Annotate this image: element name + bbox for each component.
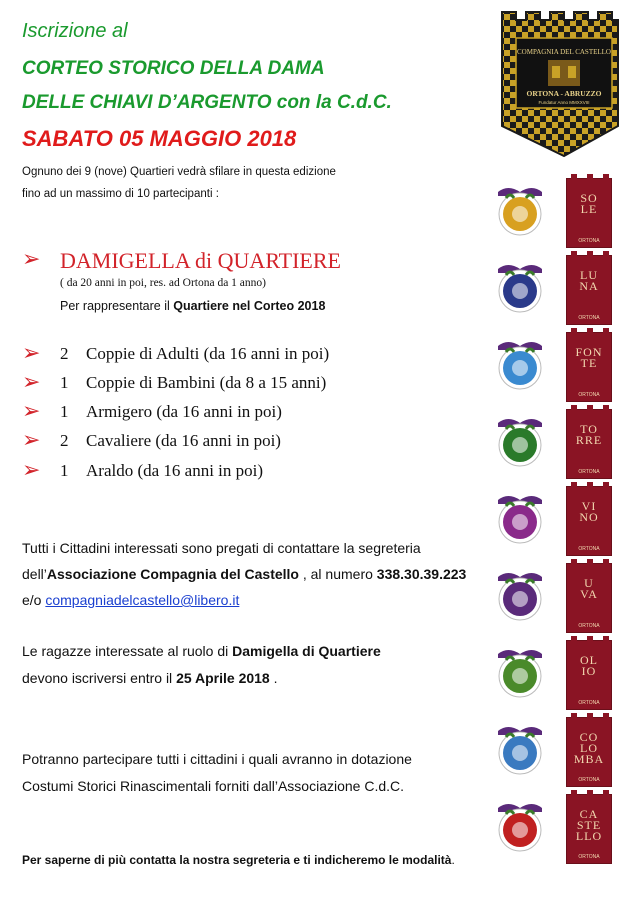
quartiere-flag bbox=[566, 332, 612, 402]
quartiere-flag bbox=[566, 563, 612, 633]
quartiere-flag bbox=[566, 794, 612, 864]
arrow-bullet-icon: ➢ bbox=[22, 370, 41, 395]
role-label: Armigero (da 16 anni in poi) bbox=[86, 402, 282, 421]
role-count: 1 bbox=[60, 461, 69, 480]
role-item bbox=[60, 402, 282, 422]
flag-footer-label: ORTONA bbox=[578, 238, 600, 244]
damigella-title: DAMIGELLA di QUARTIERE bbox=[60, 248, 341, 273]
arrow-bullet-icon: ➢ bbox=[22, 458, 41, 483]
flag-footer-label: ORTONA bbox=[578, 392, 600, 398]
quartiere-flag bbox=[566, 255, 612, 325]
castle-emblem-icon bbox=[492, 798, 548, 854]
role-count: 2 bbox=[60, 344, 69, 363]
arrow-bullet-icon: ➢ bbox=[22, 399, 41, 424]
phone-number: 338.30.39.223 bbox=[376, 566, 467, 582]
role-count: 1 bbox=[60, 402, 69, 421]
role-item bbox=[60, 431, 281, 451]
header-line-3: DELLE CHIAVI D’ARGENTO con la C.d.C. bbox=[22, 92, 392, 113]
intro-line-2: fino ad un massimo di 10 partecipanti : bbox=[22, 188, 219, 200]
flag-footer-label: ORTONA bbox=[578, 854, 600, 860]
damigella-subtitle: ( da 20 anni in poi, res. ad Ortona da 1 anno) bbox=[60, 277, 266, 289]
role-label: Cavaliere (da 16 anni in poi) bbox=[86, 431, 281, 450]
footer-note: Per saperne di più contatta la nostra segreteria e ti indicheremo le modalità. bbox=[22, 853, 455, 867]
grape-emblem-icon bbox=[492, 567, 548, 623]
tower-emblem-icon bbox=[492, 413, 548, 469]
quartiere-name: LU NA bbox=[579, 268, 599, 293]
quartiere-flag bbox=[566, 486, 612, 556]
role-item bbox=[60, 344, 329, 364]
flag-footer-label: ORTONA bbox=[578, 469, 600, 475]
costumes-line-2: Costumi Storici Rinascimentali forniti dall’Associazione C.d.C. bbox=[22, 778, 405, 794]
quartiere-name: OL IO bbox=[580, 653, 598, 678]
role-count: 1 bbox=[60, 373, 69, 392]
quartiere-name: CA STE LLO bbox=[575, 807, 603, 843]
quartiere-name: TO RRE bbox=[575, 422, 603, 447]
flag-footer-label: ORTONA bbox=[578, 315, 600, 321]
header-line-1: Iscrizione al bbox=[22, 20, 128, 42]
arrow-bullet-icon: ➢ bbox=[22, 428, 41, 453]
dove-emblem-icon bbox=[492, 721, 548, 777]
contact-line-3: e/o compagniadelcastello@libero.it bbox=[22, 592, 240, 608]
quartiere-flag bbox=[566, 178, 612, 248]
quartiere-name: CO LO MBA bbox=[573, 730, 605, 766]
quartiere-flag bbox=[566, 409, 612, 479]
wine-emblem-icon bbox=[492, 490, 548, 546]
role-label: Coppie di Bambini (da 8 a 15 anni) bbox=[86, 373, 327, 392]
header-line-2: CORTEO STORICO DELLA DAMA bbox=[22, 58, 325, 79]
sun-emblem-icon bbox=[492, 182, 548, 238]
role-item bbox=[60, 461, 263, 481]
svg-text:Fundatur Anno MMXXVIII: Fundatur Anno MMXXVIII bbox=[538, 100, 590, 105]
damigella-represent: Per rappresentare il Quartiere nel Corteo 2018 bbox=[60, 299, 326, 313]
intro-line-1: Ognuno dei 9 (nove) Quartieri vedrà sfilare in questa edizione bbox=[22, 166, 336, 178]
moon-emblem-icon bbox=[492, 259, 548, 315]
arrow-bullet-icon: ➢ bbox=[22, 247, 41, 272]
contact-line-2: dell’Associazione Compagnia del Castello , al numero 338.30.39.223 bbox=[22, 566, 467, 582]
quartiere-flag bbox=[566, 640, 612, 710]
quartiere-flag bbox=[566, 717, 612, 787]
role-item bbox=[60, 373, 326, 393]
olive-emblem-icon bbox=[492, 644, 548, 700]
quartiere-name: VI NO bbox=[579, 499, 599, 524]
compagnia-del-castello-logo bbox=[498, 8, 630, 158]
role-label: Araldo (da 16 anni in poi) bbox=[86, 461, 264, 480]
email-link[interactable]: compagniadelcastello@libero.it bbox=[45, 592, 240, 608]
costumes-line-1: Potranno partecipare tutti i cittadini i quali avranno in dotazione bbox=[22, 751, 412, 767]
quartiere-name: SO LE bbox=[580, 191, 598, 216]
role-label: Coppie di Adulti (da 16 anni in poi) bbox=[86, 344, 330, 363]
quartiere-name: FON TE bbox=[575, 345, 603, 370]
flag-footer-label: ORTONA bbox=[578, 623, 600, 629]
event-date: SABATO 05 MAGGIO 2018 bbox=[22, 126, 297, 151]
svg-text:ORTONA - ABRUZZO: ORTONA - ABRUZZO bbox=[526, 89, 602, 98]
role-count: 2 bbox=[60, 431, 69, 450]
flag-footer-label: ORTONA bbox=[578, 700, 600, 706]
arrow-bullet-icon: ➢ bbox=[22, 341, 41, 366]
svg-text:COMPAGNIA DEL CASTELLO: COMPAGNIA DEL CASTELLO bbox=[517, 48, 611, 56]
deadline-line-2: devono iscriversi entro il 25 Aprile 2018 . bbox=[22, 670, 278, 686]
quartiere-name: U VA bbox=[580, 576, 598, 601]
contact-line-1: Tutti i Cittadini interessati sono pregati di contattare la segreteria bbox=[22, 540, 421, 556]
fountain-emblem-icon bbox=[492, 336, 548, 392]
flag-footer-label: ORTONA bbox=[578, 777, 600, 783]
flag-footer-label: ORTONA bbox=[578, 546, 600, 552]
deadline-line-1: Le ragazze interessate al ruolo di Damigella di Quartiere bbox=[22, 643, 381, 659]
